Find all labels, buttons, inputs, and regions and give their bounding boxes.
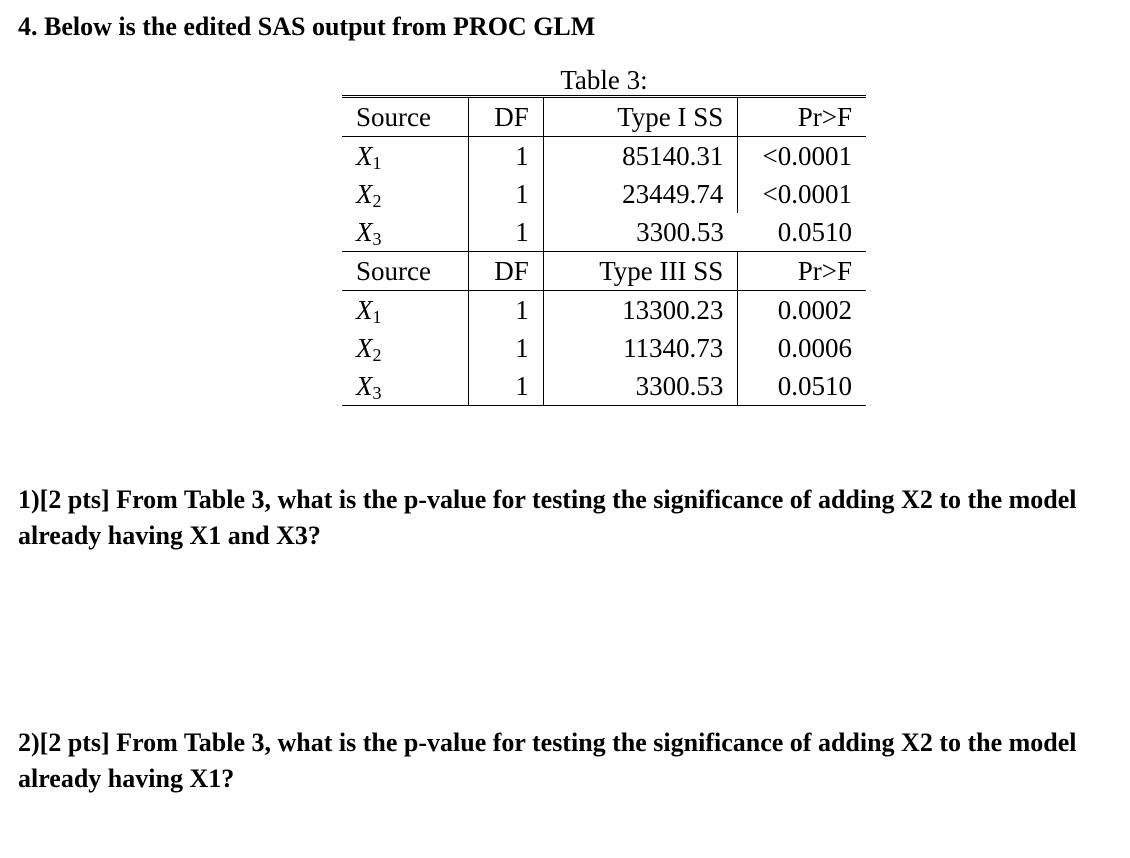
header-df: DF xyxy=(468,97,543,137)
question-1: 1)[2 pts] From Table 3, what is the p-value for testing the significance of adding X2 to the model already having X1 and X3? xyxy=(18,485,1077,550)
source-cell: $X_2$ xyxy=(356,179,382,211)
source-cell: $X_1$ xyxy=(356,141,382,173)
df-cell: 1 xyxy=(468,137,543,176)
df-cell: 1 xyxy=(468,329,543,367)
page-heading: 4. Below is the edited SAS output from PROC GLM xyxy=(18,12,596,41)
source-cell: $X_3$ xyxy=(356,371,382,403)
table-caption: Table 3: xyxy=(560,65,648,95)
glm-output-table xyxy=(342,95,866,406)
df-cell: 1 xyxy=(468,213,543,252)
source-cell: $X_3$ xyxy=(356,217,382,249)
ss-cell: 23449.74 xyxy=(543,175,738,213)
header-pr-f: Pr>F xyxy=(738,97,866,137)
header-df: DF xyxy=(468,252,543,291)
df-cell: 1 xyxy=(468,175,543,213)
table-row xyxy=(342,213,866,252)
p-value-cell: <0.0001 xyxy=(762,179,852,209)
header-pr-f: Pr>F xyxy=(738,252,866,291)
header-source: Source xyxy=(342,97,468,137)
table-row xyxy=(342,175,866,213)
p-value-cell: 0.0002 xyxy=(777,295,852,325)
header-type3-ss: Type III SS xyxy=(543,252,738,291)
type3-header-row xyxy=(342,252,866,291)
p-value-cell: 0.0510 xyxy=(777,371,852,401)
table-row xyxy=(342,367,866,406)
table-row xyxy=(342,329,866,367)
df-cell: 1 xyxy=(468,367,543,406)
question-2: 2)[2 pts] From Table 3, what is the p-value for testing the significance of adding X2 to the model already having X1? xyxy=(18,728,1077,793)
ss-cell: 85140.31 xyxy=(543,137,738,176)
source-cell: $X_2$ xyxy=(356,333,382,365)
table-row xyxy=(342,291,866,330)
table-row xyxy=(342,137,866,176)
ss-cell: 11340.73 xyxy=(543,329,738,367)
ss-cell: 3300.53 xyxy=(543,367,738,406)
type1-header-row xyxy=(342,97,866,137)
p-value-cell: <0.0001 xyxy=(762,141,852,171)
header-type1-ss: Type I SS xyxy=(543,97,738,137)
header-source: Source xyxy=(342,252,468,291)
ss-cell: 13300.23 xyxy=(543,291,738,330)
df-cell: 1 xyxy=(468,291,543,330)
ss-cell: 3300.53 xyxy=(636,217,724,247)
source-cell: $X_1$ xyxy=(356,295,382,327)
p-value-cell: 0.0510 xyxy=(777,217,852,247)
p-value-cell: 0.0006 xyxy=(777,333,852,363)
